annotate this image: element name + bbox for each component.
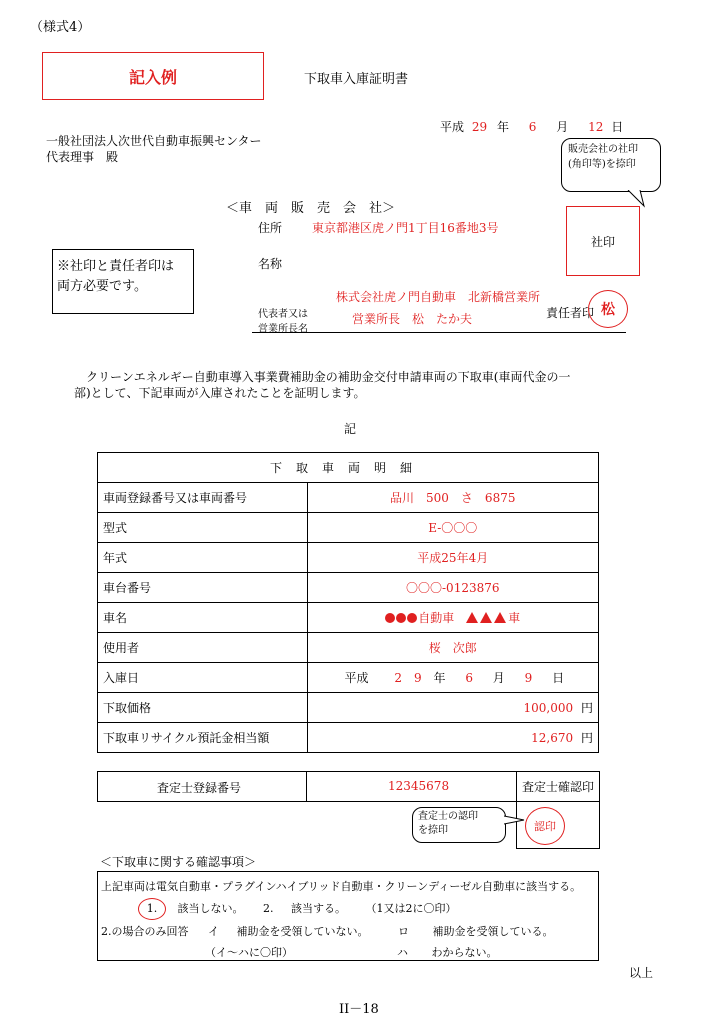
registration-number: 品川 500 さ 6875 <box>307 483 598 513</box>
option-i-mark: イ <box>208 925 219 938</box>
company-name: 株式会社虎ノ門自動車 北新橋営業所 <box>336 290 541 304</box>
recycle-unit: 円 <box>580 731 593 745</box>
table-row <box>98 483 599 513</box>
row-label: 入庫日 <box>98 663 308 693</box>
option-ro-mark: ロ <box>398 925 409 938</box>
seal-instruction-line2: (角印等)を捺印 <box>568 159 636 170</box>
document-title: 下取車入庫証明書 <box>304 72 409 87</box>
entry-date-day-unit: 日 <box>552 671 565 685</box>
company-heading: ＜車 両 販 売 会 社＞ <box>226 201 396 216</box>
seal-instruction-bubble <box>561 138 661 192</box>
entry-date <box>307 663 598 693</box>
confirm-line4-right <box>397 944 498 960</box>
responsible-seal <box>588 290 628 328</box>
confirm-heading: ＜下取車に関する確認事項＞ <box>100 855 257 869</box>
row-label: 使用者 <box>98 633 308 663</box>
table-row <box>98 723 599 753</box>
row-label: 下取価格 <box>98 693 308 723</box>
date-year: 29 <box>471 120 488 134</box>
signature-underline <box>252 332 626 333</box>
assessor-confirm-header <box>516 771 600 802</box>
dot-mark <box>407 613 417 623</box>
rep-name: 営業所長 松 たか夫 <box>352 312 473 326</box>
row-label: 車名 <box>98 603 308 633</box>
date-day-unit: 日 <box>611 120 624 134</box>
option1-text: 該当しない。 <box>177 902 244 915</box>
assessor-bubble-line2: を捺印 <box>418 825 448 836</box>
note-line1: ※社印と責任者印は <box>57 259 175 274</box>
option-note: （1又は2に〇印） <box>365 902 457 915</box>
name-label: 名称 <box>258 257 283 271</box>
price-unit: 円 <box>580 701 593 715</box>
line3-prefix: 2.の場合のみ回答 <box>101 925 189 938</box>
ijou-label: 以上 <box>629 966 654 980</box>
rep-label-2: 営業所長名 <box>258 324 308 335</box>
assessor-bubble-line1: 査定士の認印 <box>418 811 478 822</box>
vehicle-name-text2: 車 <box>508 611 521 625</box>
note-box <box>52 249 194 314</box>
company-seal-box <box>566 206 640 276</box>
option-ha-mark: ハ <box>397 946 408 959</box>
model-type: E-〇〇〇 <box>307 513 598 543</box>
responsible-seal-label: 責任者印 <box>546 306 595 320</box>
assessor-label: 査定士登録番号 <box>157 781 242 795</box>
sample-label: 記入例 <box>128 67 177 87</box>
option2-text: 該当する。 <box>291 902 346 915</box>
table-caption-row <box>98 453 599 483</box>
table-row <box>98 513 599 543</box>
chassis-number: 〇〇〇-0123876 <box>307 573 598 603</box>
option-ro-text: 補助金を受領している。 <box>432 925 554 938</box>
entry-date-day: 9 <box>524 671 533 685</box>
date-month-unit: 月 <box>556 120 569 134</box>
assessor-seal <box>525 807 565 845</box>
recycle-value: 12,670 <box>531 731 574 745</box>
entry-date-era: 平成 <box>344 671 369 685</box>
entry-date-month-unit: 月 <box>492 671 505 685</box>
confirm-line3-right <box>398 923 554 939</box>
assessor-bubble-pointer <box>504 814 526 828</box>
assessor-divider <box>306 771 307 802</box>
body-text-line2: 部)として、下記車両が入庫されたことを証明します。 <box>74 386 366 400</box>
table-row <box>98 603 599 633</box>
option-i-text: 補助金を受領していない。 <box>236 925 369 938</box>
model-year: 平成25年4月 <box>307 543 598 573</box>
recycle-deposit <box>307 723 598 753</box>
date-month: 6 <box>528 120 537 134</box>
form-number: （様式4） <box>30 20 91 35</box>
entry-date-year-unit: 年 <box>433 671 446 685</box>
company-seal-label: 社印 <box>590 234 615 249</box>
table-row <box>98 573 599 603</box>
vehicle-name-text1: 自動車 <box>418 611 467 625</box>
table-row <box>98 663 599 693</box>
table-row <box>98 633 599 663</box>
seal-instruction-line1: 販売会社の社印 <box>568 144 638 155</box>
table-row <box>98 693 599 723</box>
triangle-mark <box>480 612 492 623</box>
issue-date <box>440 118 623 135</box>
row-label: 下取車リサイクル預託金相当額 <box>98 723 308 753</box>
triangle-mark <box>494 612 506 623</box>
user-name: 桜 次郎 <box>307 633 598 663</box>
body-text-line1: クリーンエネルギー自動車導入事業費補助金の補助金交付申請車両の下取車(車両代金の一 <box>86 370 571 384</box>
dot-mark <box>385 613 395 623</box>
rep-label-1: 代表者又は <box>258 309 308 320</box>
table-caption: 下取車両明細 <box>98 453 599 483</box>
triangle-mark <box>466 612 478 623</box>
entry-date-month: 6 <box>465 671 473 685</box>
row-label: 車両登録番号又は車両番号 <box>98 483 308 513</box>
responsible-seal-text: 松 <box>601 302 615 318</box>
row-label: 年式 <box>98 543 308 573</box>
confirm-line3 <box>101 923 369 939</box>
confirm-options <box>138 898 457 920</box>
assessor-confirm-label: 査定士確認印 <box>521 780 594 794</box>
vehicle-name <box>307 603 598 633</box>
addressee-org: 一般社団法人次世代自動車振興センター <box>46 134 262 148</box>
trade-in-price <box>307 693 598 723</box>
addressee-person: 代表理事 殿 <box>46 150 119 164</box>
address-value: 東京都港区虎ノ門1丁目16番地3号 <box>312 221 499 235</box>
option2-number: 2. <box>263 902 274 915</box>
date-day: 12 <box>588 120 604 134</box>
note-line2: 両方必要です。 <box>57 279 147 294</box>
dot-mark <box>396 613 406 623</box>
address-label: 住所 <box>258 221 283 235</box>
assessor-bubble <box>412 807 506 843</box>
page-number: II－18 <box>339 1002 379 1017</box>
table-row <box>98 543 599 573</box>
row-label: 型式 <box>98 513 308 543</box>
date-year-unit: 年 <box>496 120 509 134</box>
assessor-number: 12345678 <box>388 779 450 793</box>
option-ha-text: わからない。 <box>431 946 498 959</box>
date-era: 平成 <box>440 120 465 134</box>
confirm-line1: 上記車両は電気自動車・プラグインハイブリッド自動車・クリーンディーゼル自動車に該当する。 <box>101 880 582 893</box>
vehicle-details-table <box>97 452 599 753</box>
line4-note: （イ～ハに〇印） <box>205 946 293 959</box>
ki-label: 記 <box>344 422 357 436</box>
row-label: 車台番号 <box>98 573 308 603</box>
entry-date-year: 2 9 <box>394 671 422 685</box>
sample-label-box <box>42 52 264 100</box>
price-value: 100,000 <box>523 701 574 715</box>
option1-number: 1. <box>138 898 166 920</box>
assessor-seal-text: 認印 <box>534 820 556 833</box>
